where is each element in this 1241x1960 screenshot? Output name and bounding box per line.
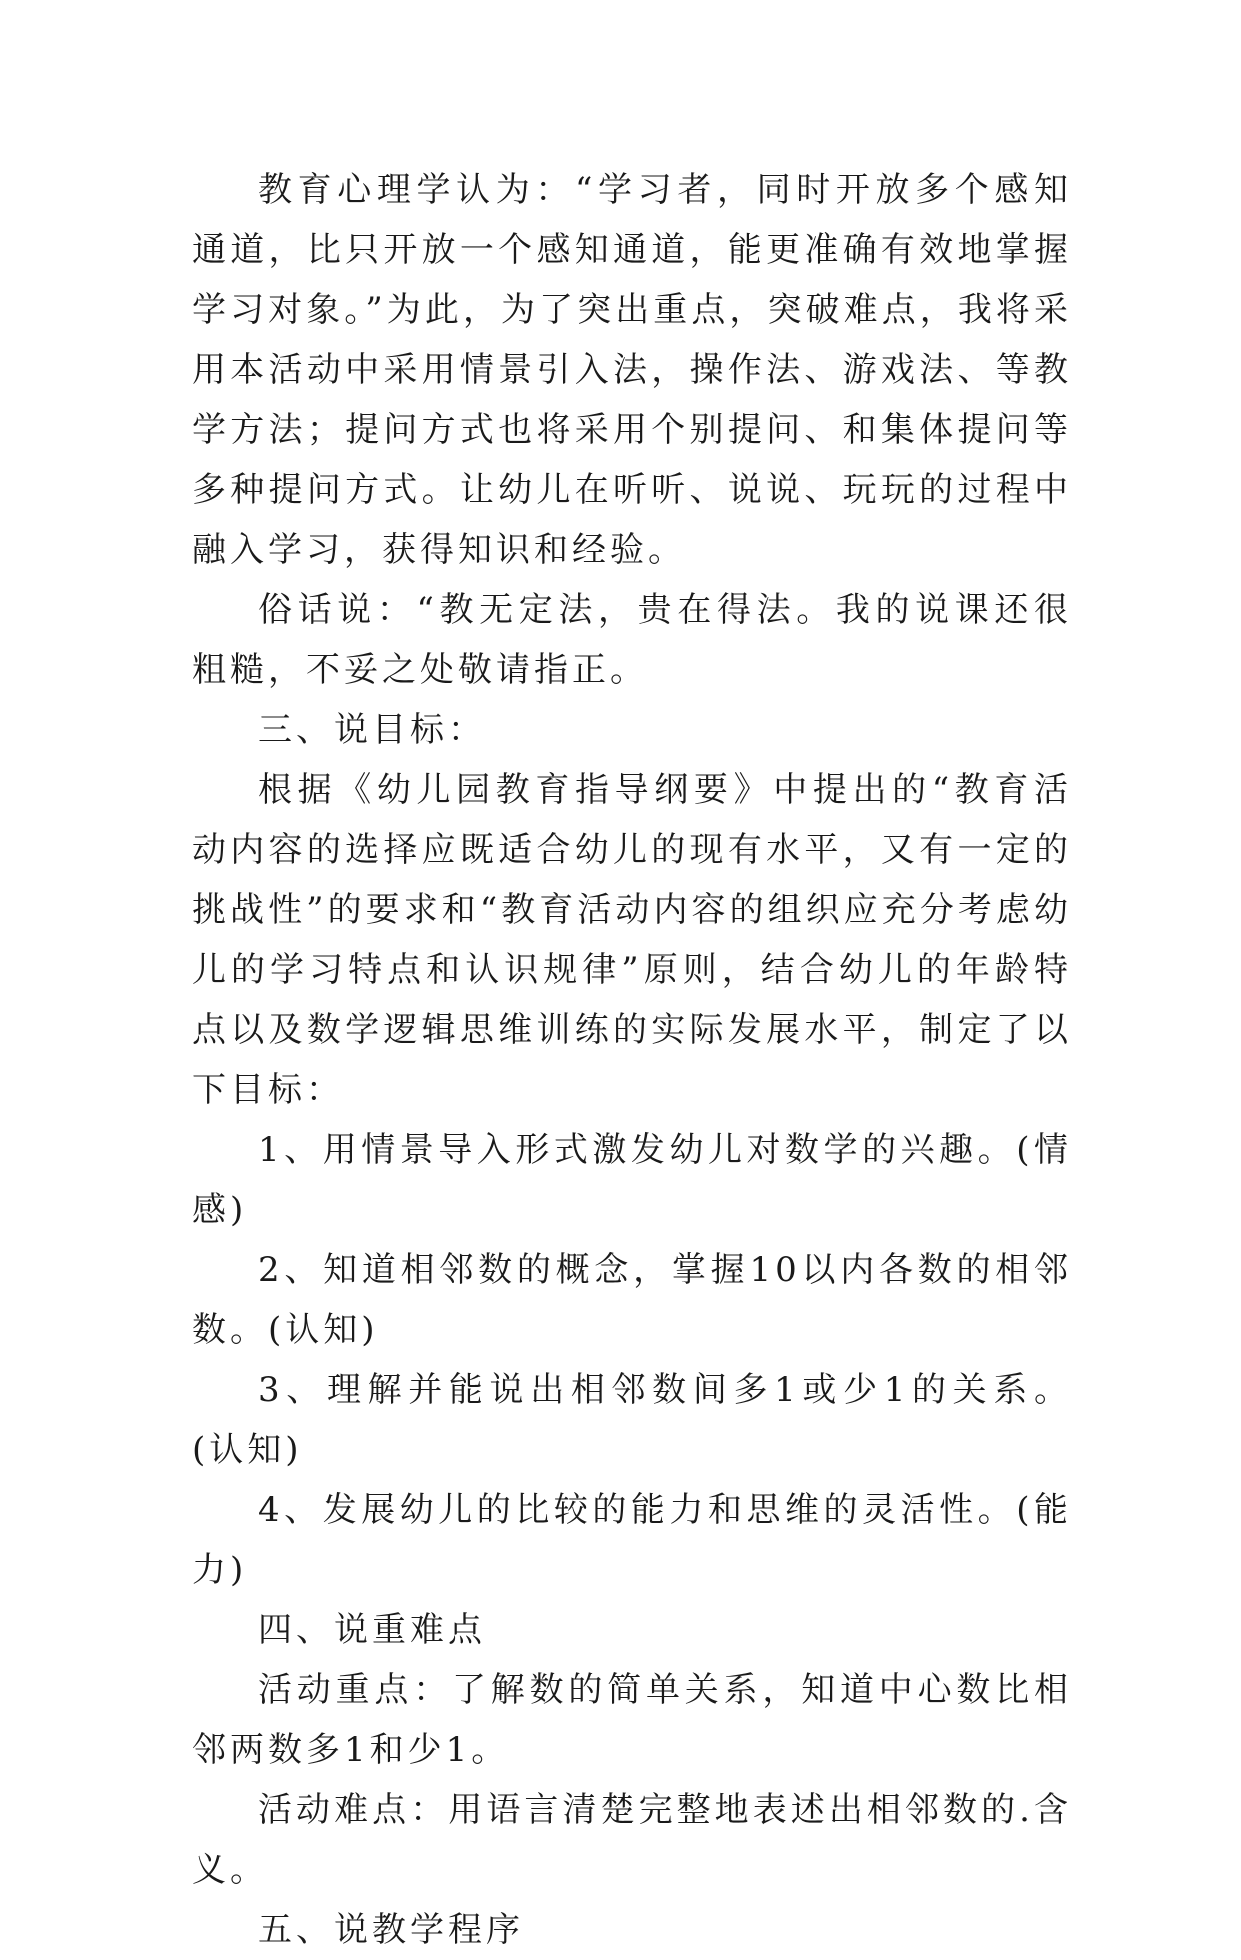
paragraph-difficult-point: 活动难点：用语言清楚完整地表述出相邻数的.含义。 (192, 1790, 1072, 1890)
objective-item-4: 4、发展幼儿的比较的能力和思维的灵活性。(能力) (192, 1490, 1072, 1590)
objective-item-2: 2、知道相邻数的概念，掌握10以内各数的相邻数。(认知) (192, 1250, 1072, 1350)
objective-item-1: 1、用情景导入形式激发幼儿对数学的兴趣。(情感) (192, 1130, 1072, 1230)
section-heading-teaching-procedure: 五、说教学程序 (258, 1910, 524, 1950)
section-heading-objectives: 三、说目标： (258, 710, 486, 750)
section-heading-key-points: 四、说重难点 (258, 1610, 486, 1650)
paragraph-learning-theory: 教育心理学认为：“学习者，同时开放多个感知通道，比只开放一个感知通道，能更准确有效地掌握学习对象。”为此，为了突出重点，突破难点，我将采用本活动中采用情景引入法，操作法、游戏法、等教学方法；提问方式也将采用个别提问、和集体提问等多种提问方式。让幼儿在听听、说说、玩玩的过程中融入学习，获得知识和经验。 (192, 170, 1072, 570)
paragraph-closing-remark: 俗话说：“教无定法，贵在得法。我的说课还很粗糙，不妥之处敬请指正。 (192, 590, 1072, 690)
document-body (192, 160, 1072, 1960)
paragraph-objectives-intro: 根据《幼儿园教育指导纲要》中提出的“教育活动内容的选择应既适合幼儿的现有水平，又有一定的挑战性”的要求和“教育活动内容的组织应充分考虑幼儿的学习特点和认识规律”原则，结合幼儿的年龄特点以及数学逻辑思维训练的实际发展水平，制定了以下目标： (192, 770, 1072, 1110)
objective-item-3: 3、理解并能说出相邻数间多1或少1的关系。(认知) (192, 1370, 1072, 1470)
paragraph-key-point: 活动重点：了解数的简单关系，知道中心数比相邻两数多1和少1。 (192, 1670, 1072, 1770)
